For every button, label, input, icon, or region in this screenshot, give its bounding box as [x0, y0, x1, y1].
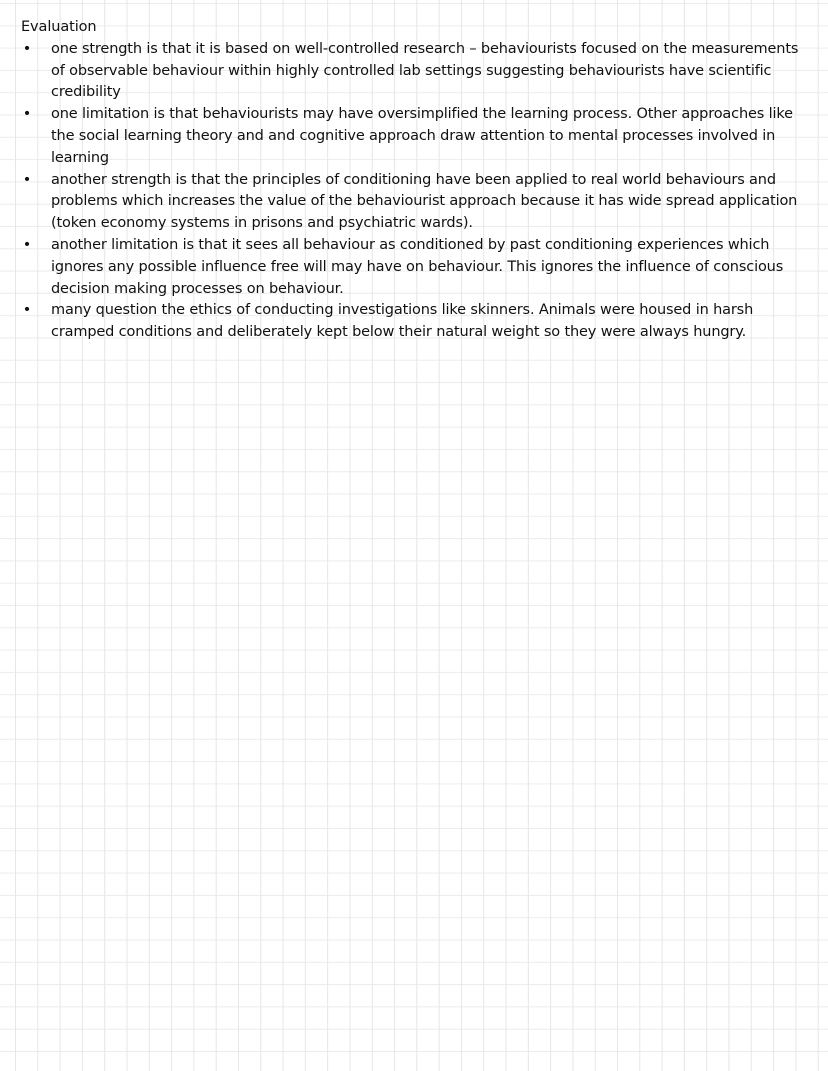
list-item-text: one strength is that it is based on well-controlled research – behaviourists focused on the measurements of observable behaviour within highly controlled lab settings suggesting behaviourists have scientific credibility — [51, 40, 799, 101]
bullet-icon: • — [22, 302, 32, 319]
bullet-icon: • — [22, 236, 32, 253]
bullet-icon: • — [22, 40, 32, 57]
list-item — [21, 39, 811, 104]
list-item-text: one limitation is that behaviourists may have oversimplified the learning process. Other approaches like the social learning theory and and cognitive approach draw attention to mental processes involved in learning — [51, 106, 793, 166]
bullet-icon: • — [22, 106, 32, 123]
list-item-text: another strength is that the principles of conditioning have been applied to real world behaviours and problems which increases the value of the behaviourist approach because it has wide spread application (token economy systems in prisons and psychiatric wards). — [51, 171, 798, 232]
evaluation-list — [21, 39, 811, 344]
list-item-text: another limitation is that it sees all behaviour as conditioned by past conditioning experiences which ignores any possible influence free will may have on behaviour. This ignores the influence of conscious decision making processes on behaviour. — [51, 236, 784, 297]
bullet-icon: • — [22, 171, 32, 188]
note-page — [21, 17, 811, 344]
list-item — [21, 170, 811, 235]
list-item — [21, 300, 811, 344]
list-item — [21, 235, 811, 300]
section-heading: Evaluation — [21, 19, 97, 35]
list-item — [21, 104, 811, 169]
list-item-text: many question the ethics of conducting investigations like skinners. Animals were housed in harsh cramped conditions and deliberately kept below their natural weight so they were always hungry. — [51, 302, 754, 341]
